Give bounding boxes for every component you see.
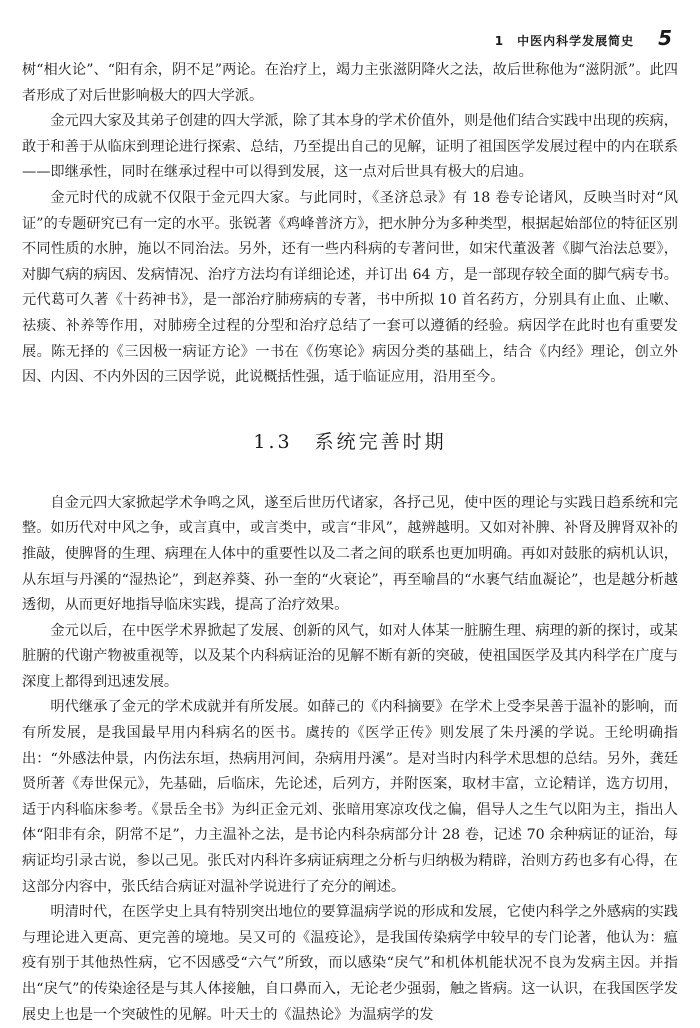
paragraph: 金元时代的成就不仅限于金元四大家。与此同时，《圣济总录》有 18 卷专论诸风，反映当时对“风证”的专题研究已有一定的水平。张锐著《鸡峰普济方》，把水肿分为多种类型，根据起始部位的特征区别不同性质的水肿，施以不同治法。另外，还有一些内科病的专著问世，如宋代董汲著《脚气治法总要》，对脚气病的病因、发病情况、治疗方法均有详细论述，并订出 64 方，是一部现存较全面的脚气病专书。元代葛可久著《十药神书》，是一部治疗肺痨病的专著，书中所拟 10 首名药方，分别具有止血、止嗽、祛痰、补养等作用，对肺痨全过程的分型和治疗总结了一套可以遵循的经验。病因学在此时也有重要发展。陈无择的《三因极一病证方论》一书在《伤寒论》病因分类的基础上，结合《内经》理论，创立外因、内因、不内外因的三因学说，此说概括性强，适于临证应用，沿用至今。 bbox=[22, 189, 678, 386]
paragraph: 金元四大家及其弟子创建的四大学派，除了其本身的学术价值外，则是他们结合实践中出现的疾病，敢于和善于从临床到理论进行探索、总结，乃至提出自己的见解，证明了祖国医学发展过程中的内在联系——即继承性，同时在继承过程中可以得到发展，这一点对后世具有极大的启迪。 bbox=[22, 113, 678, 181]
paragraph: 金元以后，在中医学术界掀起了发展、创新的风气，如对人体某一脏腑生理、病理的新的探讨，或某脏腑的代谢产物被重视等，以及某个内科病证治的见解不断有新的突破，使祖国医学及其内科学在广度与深度上都得到迅速发展。 bbox=[22, 622, 678, 690]
section-number: 1.3 bbox=[253, 430, 293, 453]
page-number: 5 bbox=[658, 26, 672, 50]
chapter-label: 1 中医内科学发展简史 bbox=[494, 34, 635, 48]
paragraph: 自金元四大家掀起学术争鸣之风，遂至后世历代诸家，各抒己见，使中医的理论与实践日趋系统和完整。如历代对中风之争，或言真中，或言类中，或言“非风”，越辨越明。又如对补脾、补肾及脾肾双补的推敲，使脾肾的生理、病理在人体中的重要性以及二者之间的联系也更加明确。再如对鼓胀的病机认识，从东垣与丹溪的“湿热论”，到赵养葵、孙一奎的“火衰论”，再至喻昌的“水裹气结血凝论”，也是越分析越透彻，从而更好地指导临床实践，提高了治疗效果。 bbox=[22, 494, 678, 614]
paragraph: 明代继承了金元的学术成就并有所发展。如薛己的《内科摘要》在学术上受李杲善于温补的影响，而有所发展，是我国最早用内科病名的医书。虞抟的《医学正传》则发展了朱丹溪的学说。王纶明确指出：“外感法仲景，内伤法东垣，热病用河间，杂病用丹溪”。是对当时内科学术思想的总结。另外，龚廷贤所著《寿世保元》，先基础，后临床，先论述，后列方，并附医案，取材丰富，立论精详，选方切用，适于内科临床参考。《景岳全书》为纠正金元刘、张暗用寒凉攻伐之偏，倡导人之生气以阳为主，指出人体“阳非有余，阴常不足”，力主温补之法，是书论内科杂病部分计 28 卷，记述 70 余种病证的证治，每病证均引录古说，参以己见。张氏对内科许多病证病理之分析与归纳极为精辟，治则方药也多有心得，在这部分内容中，张氏结合病证对温补学说进行了充分的阐述。 bbox=[22, 699, 678, 895]
paragraph: 树“相火论”、“阳有余，阴不足”两论。在治疗上，竭力主张滋阴降火之法，故后世称他为“滋阴派”。此四者形成了对后世影响极大的四大学派。 bbox=[22, 62, 678, 104]
paragraph: 明清时代，在医学史上具有特别突出地位的要算温病学说的形成和发展，它使内科学之外感病的实践与理论进入更高、更完善的境地。吴又可的《温疫论》，是我国传染病学中较早的专门论著，他认为：瘟疫有别于其他热性病，它不因感受“六气”所致，而以感染“戾气”和机体机能状况不良为发病主因。并指出“戾气”的传染途径是与其人体接触，自口鼻而入，无论老少强弱，触之皆病。这一认识，在我国医学发展史上也是一个突破性的见解。叶天士的《温热论》为温病学的发 bbox=[22, 904, 678, 1023]
section-heading bbox=[22, 429, 678, 455]
running-header bbox=[495, 26, 672, 50]
body-text bbox=[22, 58, 678, 1028]
section-title: 系统完善时期 bbox=[314, 430, 447, 453]
